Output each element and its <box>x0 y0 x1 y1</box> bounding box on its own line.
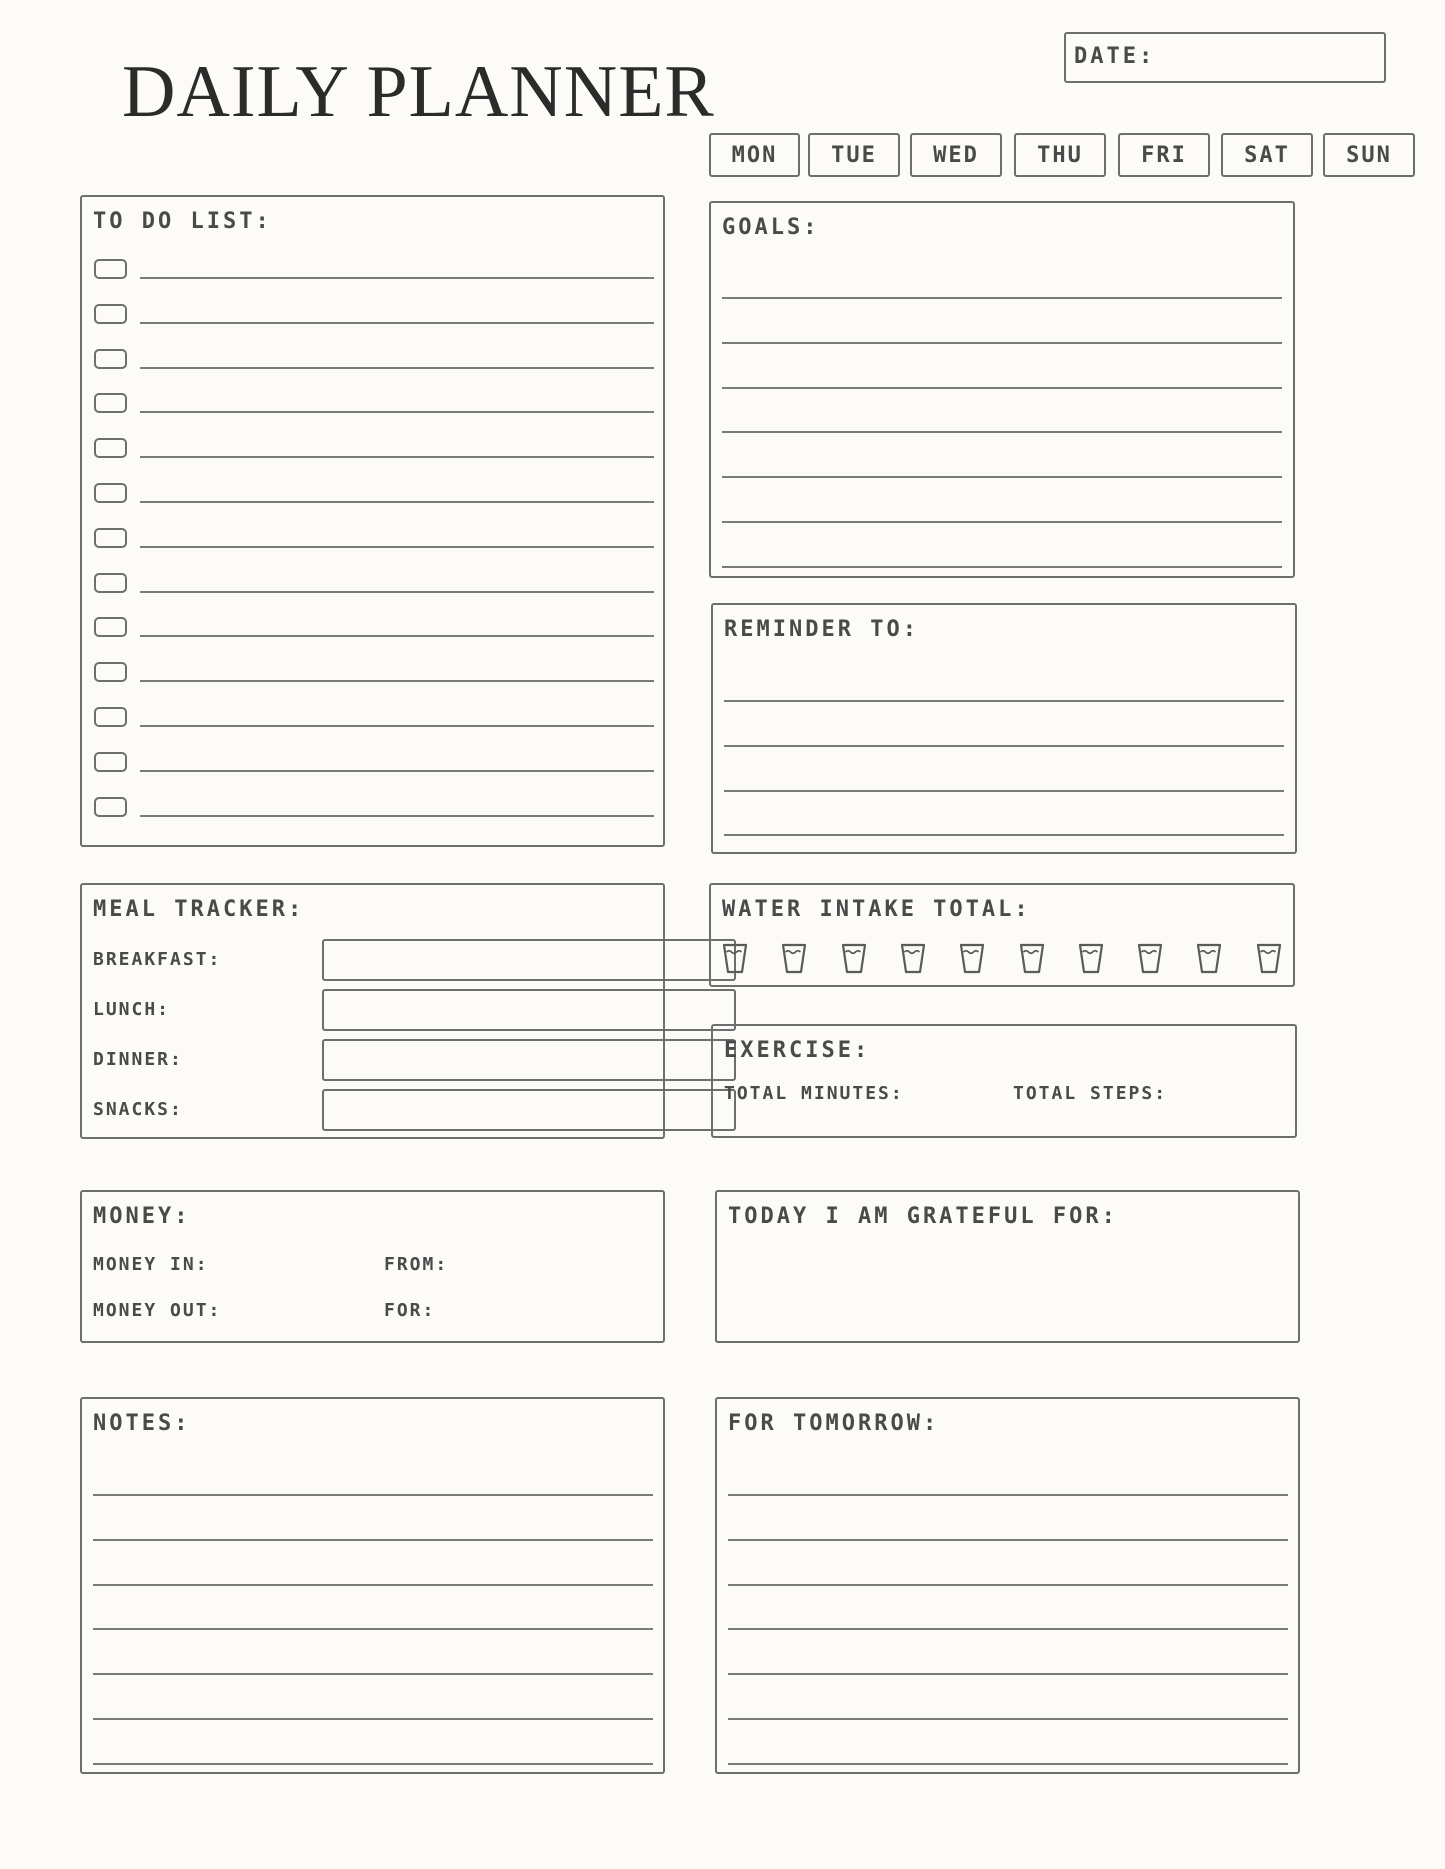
todo-checkbox[interactable] <box>94 707 127 727</box>
money-for-label: FOR: <box>384 1300 436 1321</box>
goals-line[interactable] <box>722 431 1282 433</box>
todo-line[interactable] <box>140 411 654 413</box>
meal-label-dinner: DINNER: <box>93 1049 183 1070</box>
tomorrow-line[interactable] <box>728 1539 1288 1541</box>
tomorrow-line[interactable] <box>728 1718 1288 1720</box>
todo-checkbox[interactable] <box>94 393 127 413</box>
reminder-line[interactable] <box>724 790 1284 792</box>
notes-label: NOTES: <box>93 1411 191 1436</box>
todo-checkbox[interactable] <box>94 438 127 458</box>
todo-checkbox[interactable] <box>94 528 127 548</box>
todo-line[interactable] <box>140 367 654 369</box>
date-field[interactable] <box>1064 32 1386 83</box>
money-out-label: MONEY OUT: <box>93 1300 222 1321</box>
reminder-section <box>711 603 1297 854</box>
meal-input-breakfast[interactable] <box>322 939 736 981</box>
water-glass-icon[interactable] <box>1019 942 1045 974</box>
total-steps-label: TOTAL STEPS: <box>1013 1083 1168 1104</box>
todo-checkbox[interactable] <box>94 304 127 324</box>
todo-line[interactable] <box>140 815 654 817</box>
water-glass-icon[interactable] <box>1078 942 1104 974</box>
notes-section <box>80 1397 665 1774</box>
tomorrow-line[interactable] <box>728 1494 1288 1496</box>
day-button-fri[interactable]: FRI <box>1118 133 1210 177</box>
day-button-tue[interactable]: TUE <box>808 133 900 177</box>
notes-line[interactable] <box>93 1718 653 1720</box>
exercise-section <box>711 1024 1297 1138</box>
meal-label-lunch: LUNCH: <box>93 999 171 1020</box>
notes-line[interactable] <box>93 1494 653 1496</box>
money-in-label: MONEY IN: <box>93 1254 209 1275</box>
water-intake-label: WATER INTAKE TOTAL: <box>722 897 1031 922</box>
goals-line[interactable] <box>722 521 1282 523</box>
goals-line[interactable] <box>722 387 1282 389</box>
meal-input-snacks[interactable] <box>322 1089 736 1131</box>
todo-line[interactable] <box>140 725 654 727</box>
todo-label: TO DO LIST: <box>93 209 272 234</box>
water-glass-icon[interactable] <box>1256 942 1282 974</box>
todo-line[interactable] <box>140 680 654 682</box>
notes-line[interactable] <box>93 1673 653 1675</box>
date-label: DATE: <box>1074 44 1156 69</box>
todo-line[interactable] <box>140 591 654 593</box>
reminder-label: REMINDER TO: <box>724 617 919 642</box>
notes-line[interactable] <box>93 1763 653 1765</box>
tomorrow-line[interactable] <box>728 1763 1288 1765</box>
money-from-label: FROM: <box>384 1254 449 1275</box>
tomorrow-line[interactable] <box>728 1628 1288 1630</box>
water-glass-icon[interactable] <box>1196 942 1222 974</box>
goals-line[interactable] <box>722 297 1282 299</box>
todo-checkbox[interactable] <box>94 259 127 279</box>
meal-input-lunch[interactable] <box>322 989 736 1031</box>
goals-line[interactable] <box>722 476 1282 478</box>
todo-line[interactable] <box>140 546 654 548</box>
todo-checkbox[interactable] <box>94 662 127 682</box>
water-glass-icon[interactable] <box>1137 942 1163 974</box>
meal-tracker-section <box>80 883 665 1139</box>
todo-line[interactable] <box>140 501 654 503</box>
meal-label-snacks: SNACKS: <box>93 1099 183 1120</box>
day-button-sat[interactable]: SAT <box>1221 133 1313 177</box>
notes-line[interactable] <box>93 1584 653 1586</box>
reminder-line[interactable] <box>724 834 1284 836</box>
todo-checkbox[interactable] <box>94 573 127 593</box>
todo-checkbox[interactable] <box>94 349 127 369</box>
notes-line[interactable] <box>93 1539 653 1541</box>
goals-label: GOALS: <box>722 215 820 240</box>
exercise-label: EXERCISE: <box>724 1038 871 1063</box>
todo-checkbox[interactable] <box>94 752 127 772</box>
todo-line[interactable] <box>140 277 654 279</box>
todo-checkbox[interactable] <box>94 483 127 503</box>
water-glass-icon[interactable] <box>959 942 985 974</box>
page-title: DAILY PLANNER <box>122 51 715 133</box>
day-button-wed[interactable]: WED <box>910 133 1002 177</box>
todo-section <box>80 195 665 847</box>
todo-checkbox[interactable] <box>94 617 127 637</box>
water-glass-icon[interactable] <box>781 942 807 974</box>
water-glass-icon[interactable] <box>841 942 867 974</box>
day-button-thu[interactable]: THU <box>1014 133 1106 177</box>
notes-line[interactable] <box>93 1628 653 1630</box>
money-label: MONEY: <box>93 1204 191 1229</box>
todo-checkbox[interactable] <box>94 797 127 817</box>
water-glass-icon[interactable] <box>722 942 748 974</box>
goals-line[interactable] <box>722 566 1282 568</box>
todo-line[interactable] <box>140 322 654 324</box>
tomorrow-line[interactable] <box>728 1584 1288 1586</box>
money-section <box>80 1190 665 1343</box>
meal-tracker-label: MEAL TRACKER: <box>93 897 305 922</box>
grateful-label: TODAY I AM GRATEFUL FOR: <box>728 1204 1118 1229</box>
reminder-line[interactable] <box>724 745 1284 747</box>
tomorrow-line[interactable] <box>728 1673 1288 1675</box>
day-button-mon[interactable]: MON <box>709 133 800 177</box>
meal-label-breakfast: BREAKFAST: <box>93 949 222 970</box>
todo-line[interactable] <box>140 456 654 458</box>
goals-line[interactable] <box>722 342 1282 344</box>
day-button-sun[interactable]: SUN <box>1323 133 1415 177</box>
goals-section <box>709 201 1295 578</box>
todo-line[interactable] <box>140 635 654 637</box>
tomorrow-label: FOR TOMORROW: <box>728 1411 940 1436</box>
grateful-section <box>715 1190 1300 1343</box>
total-minutes-label: TOTAL MINUTES: <box>724 1083 904 1104</box>
meal-input-dinner[interactable] <box>322 1039 736 1081</box>
water-glass-icon[interactable] <box>900 942 926 974</box>
todo-line[interactable] <box>140 770 654 772</box>
tomorrow-section <box>715 1397 1300 1774</box>
reminder-line[interactable] <box>724 700 1284 702</box>
